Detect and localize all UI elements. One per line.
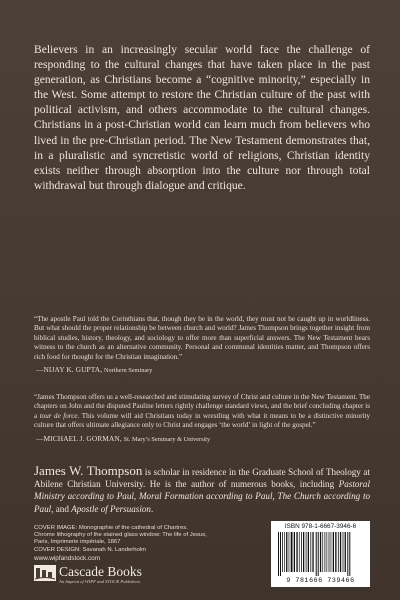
barcode-bar: [291, 532, 293, 572]
cover-credits: [34, 525, 244, 554]
barcode-bar: [329, 532, 330, 572]
barcode-bar: [296, 532, 297, 572]
barcode-bar: [322, 532, 323, 572]
isbn-barcode: [271, 521, 370, 587]
endorsement-attribution: [34, 365, 370, 375]
endorser-name: —NIJAY K. GUPTA,: [36, 365, 103, 375]
barcode-bar: [312, 532, 313, 572]
endorsement-quote: [34, 393, 370, 431]
barcode-number: 9 781666 739466: [286, 577, 355, 584]
barcode-bar: [327, 532, 328, 572]
barcode-bar: [286, 532, 287, 572]
book-title: Apostle of Persuasion: [71, 503, 151, 514]
publisher-logo: [34, 564, 184, 586]
barcode-bar: [278, 532, 279, 576]
credit-line: COVER DESIGN: Savanah N. Landerholm: [34, 546, 146, 553]
bio-text: ,: [272, 491, 278, 502]
barcode-bar: [303, 532, 304, 572]
author-name: James W. Thompson: [34, 463, 143, 478]
bio-text: , and: [51, 503, 72, 514]
book-title: Moral Formation according to Paul: [138, 491, 273, 502]
barcode-bar: [335, 532, 336, 572]
credit-line: COVER IMAGE: Monographie of the cathedral of Chartres.: [34, 525, 188, 531]
barcode-bar: [280, 532, 281, 576]
endorsement-quote: “The apostle Paul told the Corinthians that, though they be in the world, they must not be caught up in worldliness. But what should the proper relationship be between church and world? James Thompson brings together insight from biblical studies, history, theology, and sociology to offer more than superficial answers. The New Testament bears witness to the church as an alternative community. Personal and communal identities matter, and Thompson offers rich food for thought for the Christian imagination.”: [34, 315, 370, 361]
book-description: [34, 43, 370, 194]
description-text: Believers in an increasingly secular world face the challenge of responding to the cultural changes that have taken place in the past generation, as Christians become a “cognitive minority,” especially in the West. Some attempt to restore the Christian culture of the past with political activism, and others accommodate to the cultural changes. Christians in a post-Christian world can learn much from believers who lived in the pre-Christian period. The New Testament demonstrates that, in a pluralistic and syncretistic world of religions, Christian identity exists neither through absorption into the culture nor through total withdrawal but through dialogue and critique.: [34, 44, 370, 192]
endorsement-gorman: [34, 393, 370, 444]
barcode-bar: [333, 532, 334, 572]
bio-text: ,: [133, 491, 139, 502]
publisher-name: Cascade Books: [59, 564, 142, 579]
barcode-bar: [316, 532, 317, 576]
cascade-waterfall-icon: [34, 565, 56, 581]
book-title: Pastoral Ministry according to Paul: [34, 479, 370, 502]
barcode-bar: [338, 532, 339, 572]
endorsement-attribution: [34, 434, 370, 444]
barcode-bar: [294, 532, 295, 572]
barcode-bar: [340, 532, 341, 572]
bio-text: is scholar in residence in the Graduate School of Theology at Abilene Christian University. He is the author of numerous books, including: [34, 467, 370, 490]
barcode-bar: [306, 532, 307, 572]
barcode-bar: [301, 532, 302, 572]
barcode-bar: [325, 532, 326, 572]
author-bio: [34, 465, 370, 515]
endorser-name: —MICHAEL J. GORMAN,: [36, 433, 122, 443]
barcode-bar: [318, 532, 319, 576]
quote-part: . This volume will aid Christians today in wrestling with what it means to be a distinctive minority culture that offers ultimate allegiance only to Christ and engages ‘the world’ in light of the gospel.”: [34, 411, 370, 430]
barcode-bar: [310, 532, 311, 572]
barcode-bar: [345, 532, 346, 572]
barcode-bar: [347, 532, 348, 576]
endorser-institution: Northern Seminary: [103, 367, 153, 375]
barcode-bar: [349, 532, 350, 576]
barcode-bar: [308, 532, 309, 572]
bio-text: .: [150, 503, 154, 514]
publisher-website: www.wipfandstock.com: [34, 555, 101, 562]
quote-emphasis: tour de force: [39, 411, 78, 420]
publisher-tagline: An Imprint of WIPF and STOCK Publishers: [59, 579, 141, 584]
endorsement-gupta: [34, 315, 370, 376]
barcode-bar: [289, 532, 290, 572]
barcode-bar: [343, 532, 344, 572]
barcode-bars: [276, 532, 365, 576]
book-title: The Church according to Paul: [34, 491, 371, 514]
barcode-bar: [282, 532, 283, 572]
quote-part: “James Thompson offers us a well-researched and stimulating survey of Christ and culture in the New Testament. The chapters on John and the disputed Pauline letters rightly challenge standard views, and the brief concluding chapter is a: [34, 393, 370, 420]
barcode-bar: [284, 532, 285, 572]
credit-line: Paris, Imprimerie impériale, 1867: [34, 539, 121, 546]
credit-line: Chrome lithography of the stained glass window: The life of Jesus,: [34, 532, 207, 539]
barcode-bar: [299, 532, 300, 572]
barcode-bar: [320, 532, 321, 572]
barcode-bar: [331, 532, 332, 572]
isbn-label: ISBN 978-1-6667-3946-6: [284, 523, 357, 530]
endorser-institution: St. Mary’s Seminary & University: [123, 435, 211, 443]
